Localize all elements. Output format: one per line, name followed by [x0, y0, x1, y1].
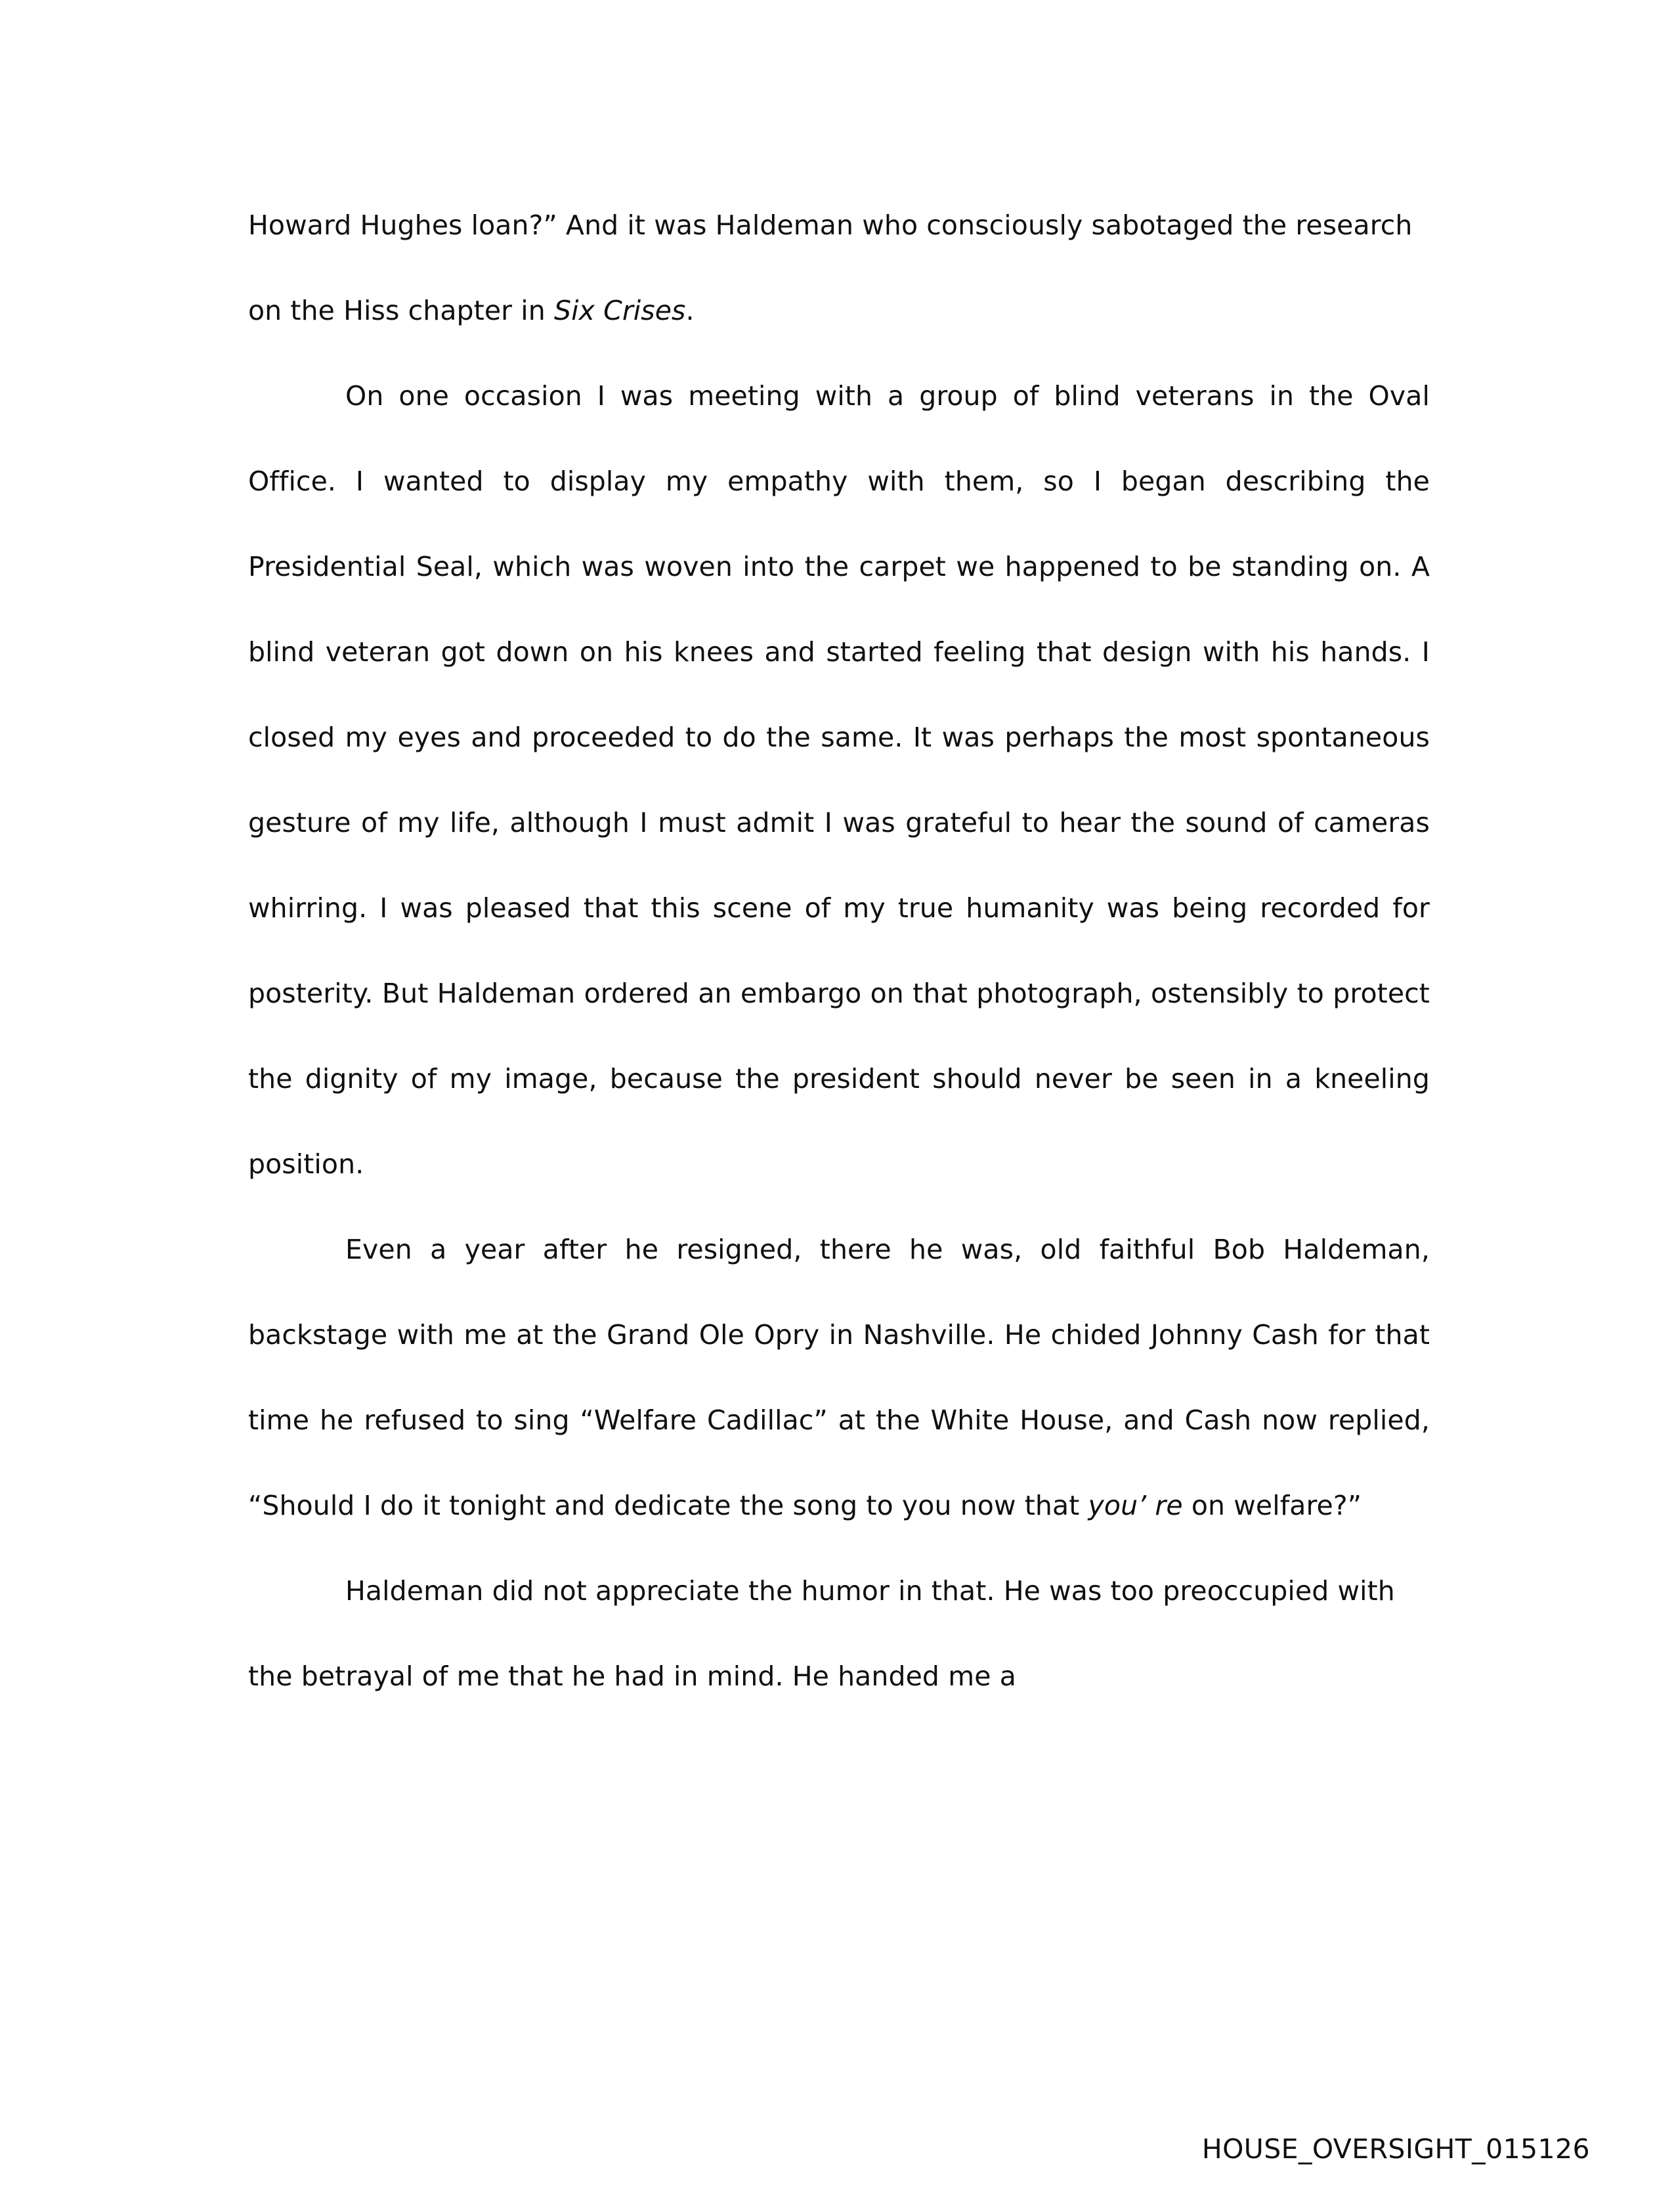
paragraph-grand-ole-opry	[248, 1207, 1430, 1548]
italic-text: Six Crises	[553, 295, 686, 326]
paragraph-blind-veterans	[248, 353, 1430, 1207]
plain-text: On one occasion I was meeting with a group of blind veterans in the Oval Office. I wanted to display my empathy with them, so I began describing the Presidential Seal, which was woven into the carpet we happened to be standing on. A blind veteran got down on his knees and started feeling that design with his hands. I closed my eyes and proceeded to do the same. It was perhaps the most spontaneous gesture of my life, although I must admit I was grateful to hear the sound of cameras whirring. I was pleased that this scene of my true humanity was being recorded for posterity. But Haldeman ordered an embargo on that photograph, ostensibly to protect the dignity of my image, because the president should never be seen in a kneeling position.	[248, 380, 1430, 1180]
document-text-body	[248, 183, 1430, 1719]
plain-text: on welfare?”	[1191, 1490, 1362, 1521]
plain-text: Howard Hughes loan?” And it was Haldeman who consciously sabotaged the research on the Hiss chapter in	[248, 209, 1413, 326]
italic-text: you’ re	[1088, 1490, 1191, 1521]
bates-stamp: HOUSE_OVERSIGHT_015126	[1201, 2133, 1590, 2165]
plain-text: Haldeman did not appreciate the humor in that. He was too preoccupied with the betrayal of me that he had in mind. He handed me a	[248, 1575, 1395, 1692]
plain-text: .	[685, 295, 695, 326]
paragraph-betrayal	[248, 1548, 1430, 1719]
paragraph-continuation	[248, 183, 1430, 353]
plain-text: Even a year after he resigned, there he was, old faithful Bob Haldeman, backstage with me at the Grand Ole Opry in Nashville. He chided Johnny Cash for that time he refused to sing “Welfare Cadillac” at the White House, and Cash now replied, “Should I do it tonight and dedicate the song to you now that	[248, 1234, 1430, 1521]
